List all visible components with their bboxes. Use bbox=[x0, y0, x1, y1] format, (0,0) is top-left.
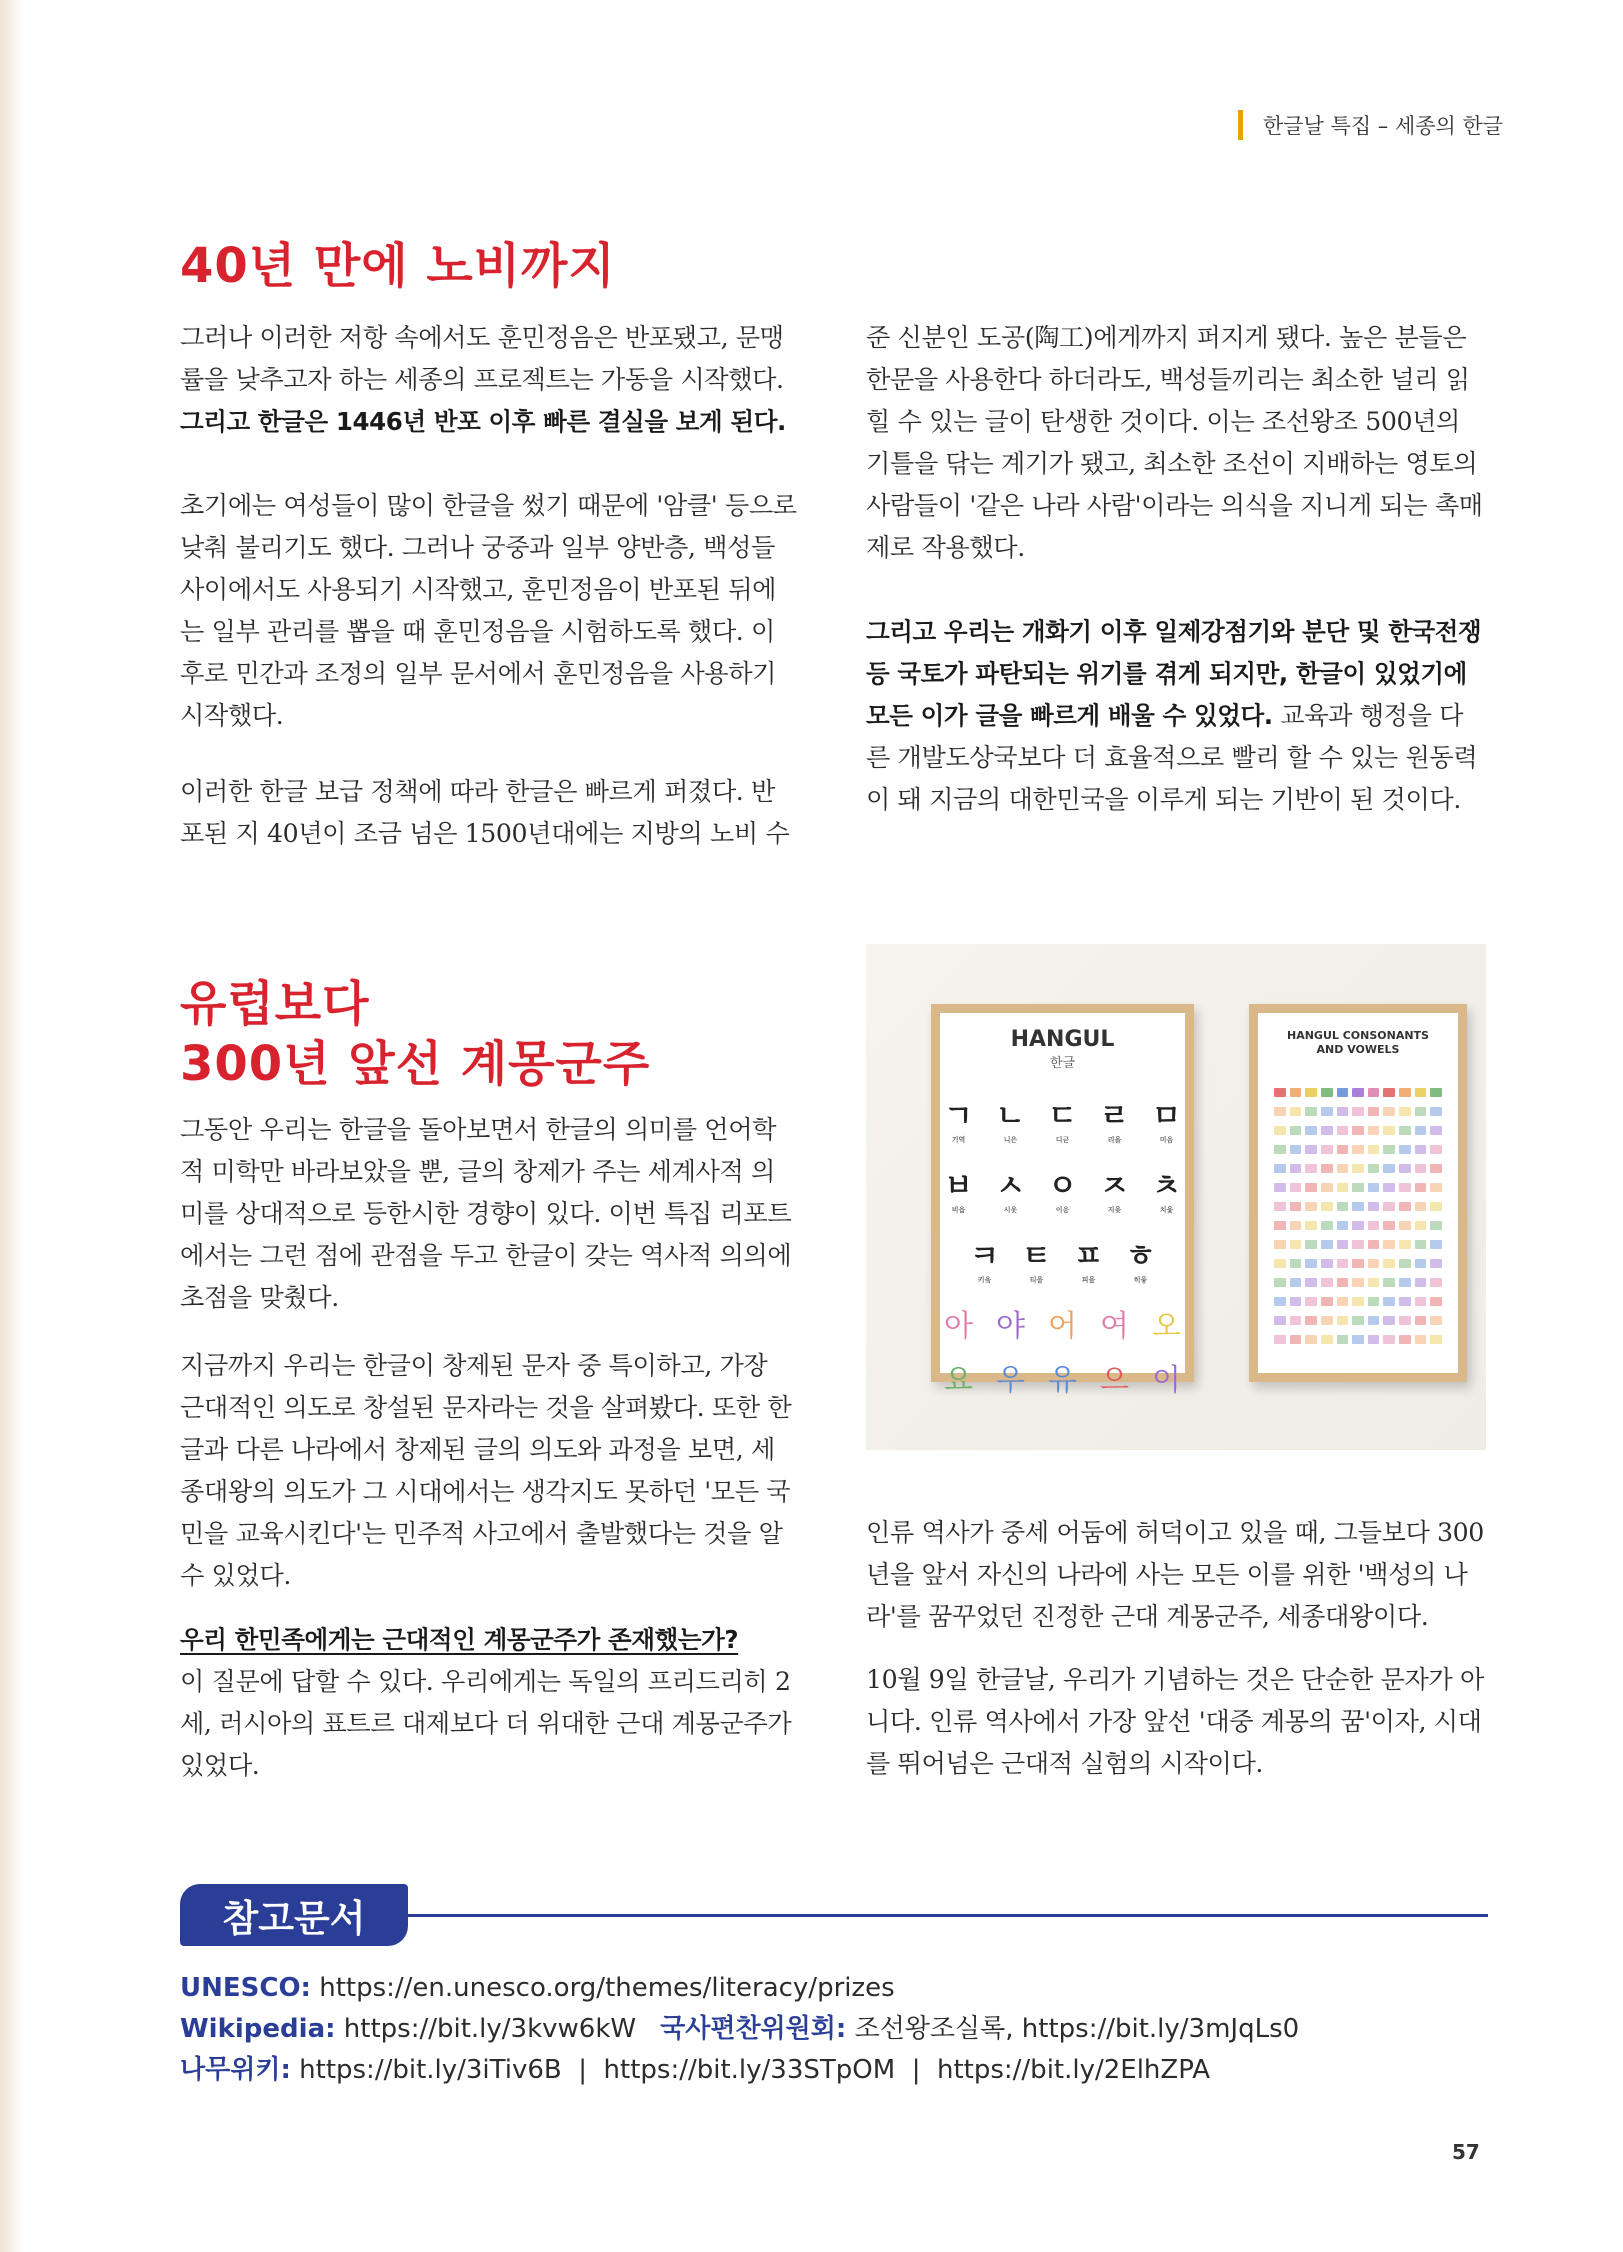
syllable-cell bbox=[1430, 1240, 1442, 1249]
syllable-cell bbox=[1415, 1240, 1427, 1249]
hangul-letter: ㅅ bbox=[996, 1169, 1025, 1204]
syllable-cell bbox=[1383, 1240, 1395, 1249]
syllable-grid-row bbox=[1274, 1297, 1442, 1308]
syllable-cell bbox=[1305, 1259, 1317, 1268]
emphasis-text: 그리고 우리는 개화기 이후 일제강점기와 분단 및 한국전쟁 등 국토가 파탄되는 위기를 겪게 되지만, 한글이 있었기에 모든 이가 글을 빠르게 배울 수 있었다. bbox=[866, 617, 1482, 730]
syllable-cell bbox=[1430, 1259, 1442, 1268]
syllable-cell bbox=[1321, 1316, 1333, 1325]
syllable-cell bbox=[1430, 1335, 1442, 1344]
syllable-cell bbox=[1337, 1088, 1349, 1097]
hangul-vowel: 어 bbox=[1048, 1309, 1077, 1344]
letter-name: 티읕 bbox=[1029, 1276, 1044, 1284]
syllable-cell bbox=[1430, 1278, 1442, 1287]
syllable-cell bbox=[1337, 1335, 1349, 1344]
syllable-cell bbox=[1383, 1107, 1395, 1116]
syllable-cell bbox=[1399, 1088, 1411, 1097]
syllable-cell bbox=[1430, 1316, 1442, 1325]
hangul-letter: ㄴ bbox=[996, 1099, 1025, 1134]
syllable-cell bbox=[1305, 1183, 1317, 1192]
syllable-cell bbox=[1399, 1297, 1411, 1306]
syllable-grid bbox=[1274, 1088, 1442, 1355]
reference-link[interactable]: 조선왕조실록, https://bit.ly/3mJqLs0 bbox=[846, 2014, 1300, 2044]
hangul-letter: ㅁ bbox=[1152, 1099, 1181, 1134]
syllable-cell bbox=[1321, 1278, 1333, 1287]
syllable-cell bbox=[1383, 1145, 1395, 1154]
syllable-cell bbox=[1274, 1164, 1286, 1173]
hangul-vowel: 아 bbox=[944, 1309, 973, 1344]
references-list bbox=[180, 1968, 1299, 2091]
syllable-cell bbox=[1274, 1297, 1286, 1306]
syllable-cell bbox=[1383, 1183, 1395, 1192]
syllable-cell bbox=[1415, 1316, 1427, 1325]
syllable-cell bbox=[1321, 1259, 1333, 1268]
syllable-cell bbox=[1430, 1088, 1442, 1097]
references-heading: 참고문서 bbox=[180, 1884, 408, 1946]
poster-title bbox=[1258, 1029, 1458, 1057]
paragraph: 인류 역사가 중세 어둠에 허덕이고 있을 때, 그들보다 300년을 앞서 자신의 나라에 사는 모든 이를 위한 '백성의 나라'를 꿈꾸었던 진정한 근대 계몽군주, 세종대왕이다. bbox=[866, 1518, 1484, 1631]
syllable-cell bbox=[1321, 1221, 1333, 1230]
letter-name: 피읖 bbox=[1081, 1276, 1096, 1284]
syllable-cell bbox=[1337, 1316, 1349, 1325]
letter-name: 이응 bbox=[1055, 1206, 1070, 1214]
hangul-letter: ㄷ bbox=[1048, 1099, 1077, 1134]
syllable-cell bbox=[1337, 1221, 1349, 1230]
syllable-cell bbox=[1415, 1126, 1427, 1135]
syllable-cell bbox=[1305, 1278, 1317, 1287]
syllable-cell bbox=[1305, 1164, 1317, 1173]
syllable-cell bbox=[1337, 1240, 1349, 1249]
syllable-grid-row bbox=[1274, 1316, 1442, 1327]
letter-name: 시옷 bbox=[1003, 1206, 1018, 1214]
question-text: 우리 한민족에게는 근대적인 계몽군주가 존재했는가? bbox=[180, 1625, 739, 1654]
syllable-cell bbox=[1305, 1088, 1317, 1097]
syllable-cell bbox=[1321, 1164, 1333, 1173]
references-divider bbox=[408, 1914, 1488, 1917]
hangul-letter: ㅌ bbox=[1022, 1239, 1051, 1274]
paragraph: 지금까지 우리는 한글이 창제된 문자 중 특이하고, 가장 근대적인 의도로 창설된 문자라는 것을 살펴봤다. 또한 한글과 다른 나라에서 창제된 글의 의도와 과정을 보면, 세종대왕의 의도가 그 시대에서는 생각지도 못하던 '모든 국민을 교육시킨다'는 민주적 사고에서 출발했다는 것을 알 수 있었다. bbox=[180, 1351, 792, 1590]
syllable-cell bbox=[1305, 1316, 1317, 1325]
syllable-cell bbox=[1337, 1107, 1349, 1116]
hangul-vowel: 유 bbox=[1048, 1363, 1077, 1398]
poster-title-line: AND VOWELS bbox=[1316, 1043, 1400, 1056]
consonant-names-row bbox=[940, 1205, 1185, 1215]
syllable-cell bbox=[1274, 1088, 1286, 1097]
syllable-grid-row bbox=[1274, 1278, 1442, 1289]
letter-name: 니은 bbox=[1003, 1136, 1018, 1144]
syllable-cell bbox=[1352, 1202, 1364, 1211]
syllable-cell bbox=[1290, 1145, 1302, 1154]
hangul-letter: ㄱ bbox=[944, 1099, 973, 1134]
syllable-cell bbox=[1368, 1297, 1380, 1306]
syllable-cell bbox=[1337, 1126, 1349, 1135]
syllable-cell bbox=[1415, 1183, 1427, 1192]
syllable-cell bbox=[1337, 1202, 1349, 1211]
syllable-cell bbox=[1383, 1278, 1395, 1287]
syllable-cell bbox=[1430, 1145, 1442, 1154]
syllable-cell bbox=[1415, 1164, 1427, 1173]
syllable-cell bbox=[1368, 1316, 1380, 1325]
vowel-row bbox=[940, 1301, 1185, 1345]
syllable-cell bbox=[1321, 1240, 1333, 1249]
emphasis-text: 그리고 한글은 1446년 반포 이후 빠른 결실을 보게 된다. bbox=[180, 407, 786, 436]
reference-line bbox=[180, 1968, 1299, 2009]
syllable-cell bbox=[1430, 1221, 1442, 1230]
syllable-cell bbox=[1368, 1183, 1380, 1192]
poster-title-line: HANGUL CONSONANTS bbox=[1287, 1029, 1429, 1042]
syllable-cell bbox=[1399, 1107, 1411, 1116]
paragraph: 그동안 우리는 한글을 돌아보면서 한글의 의미를 언어학적 미학만 바라보았을 뿐, 글의 창제가 주는 세계사적 의미를 상대적으로 등한시한 경향이 있다. 이번 특집 리포트에서는 그런 점에 관점을 두고 한글이 갖는 역사적 의의에 초점을 맞췄다. bbox=[180, 1115, 792, 1312]
consonant-names-row bbox=[940, 1275, 1185, 1285]
syllable-cell bbox=[1352, 1145, 1364, 1154]
syllable-grid-row bbox=[1274, 1259, 1442, 1270]
letter-name: 키읔 bbox=[977, 1276, 992, 1284]
syllable-cell bbox=[1274, 1145, 1286, 1154]
syllable-cell bbox=[1415, 1145, 1427, 1154]
syllable-cell bbox=[1368, 1335, 1380, 1344]
section-title-2 bbox=[180, 974, 650, 1094]
page-number: 57 bbox=[1452, 2140, 1480, 2164]
syllable-cell bbox=[1399, 1126, 1411, 1135]
syllable-cell bbox=[1415, 1297, 1427, 1306]
syllable-cell bbox=[1430, 1183, 1442, 1192]
syllable-cell bbox=[1274, 1335, 1286, 1344]
syllable-cell bbox=[1399, 1202, 1411, 1211]
syllable-cell bbox=[1274, 1240, 1286, 1249]
letter-name: 기역 bbox=[951, 1136, 966, 1144]
syllable-grid-row bbox=[1274, 1145, 1442, 1156]
syllable-grid-row bbox=[1274, 1221, 1442, 1232]
syllable-cell bbox=[1321, 1145, 1333, 1154]
reference-label: Wikipedia: bbox=[180, 2014, 336, 2044]
left-edge-decoration bbox=[0, 0, 22, 2252]
syllable-cell bbox=[1290, 1107, 1302, 1116]
syllable-cell bbox=[1383, 1221, 1395, 1230]
syllable-cell bbox=[1383, 1335, 1395, 1344]
reference-label: UNESCO: bbox=[180, 1973, 311, 2003]
reference-link[interactable]: https://bit.ly/3kvw6kW bbox=[335, 2014, 637, 2044]
syllable-grid-row bbox=[1274, 1183, 1442, 1194]
syllable-cell bbox=[1290, 1164, 1302, 1173]
syllable-cell bbox=[1290, 1259, 1302, 1268]
syllable-cell bbox=[1415, 1202, 1427, 1211]
syllable-cell bbox=[1352, 1316, 1364, 1325]
syllable-cell bbox=[1290, 1202, 1302, 1211]
syllable-cell bbox=[1274, 1278, 1286, 1287]
syllable-cell bbox=[1383, 1126, 1395, 1135]
syllable-grid-row bbox=[1274, 1202, 1442, 1213]
syllable-cell bbox=[1321, 1335, 1333, 1344]
syllable-grid-row bbox=[1274, 1335, 1442, 1346]
syllable-cell bbox=[1321, 1107, 1333, 1116]
syllable-cell bbox=[1399, 1183, 1411, 1192]
syllable-cell bbox=[1368, 1126, 1380, 1135]
letter-name: 치읓 bbox=[1159, 1206, 1174, 1214]
syllable-cell bbox=[1430, 1164, 1442, 1173]
syllable-cell bbox=[1305, 1335, 1317, 1344]
hangul-letter: ㅋ bbox=[970, 1239, 999, 1274]
syllable-cell bbox=[1274, 1202, 1286, 1211]
syllable-cell bbox=[1290, 1335, 1302, 1344]
consonant-row bbox=[940, 1231, 1185, 1275]
syllable-cell bbox=[1383, 1297, 1395, 1306]
hangul-letter: ㅇ bbox=[1048, 1169, 1077, 1204]
hangul-vowel: 여 bbox=[1100, 1309, 1129, 1344]
syllable-grid-row bbox=[1274, 1240, 1442, 1251]
reference-label: 국사편찬위원회: bbox=[660, 2014, 847, 2044]
hangul-vowel: 오 bbox=[1152, 1309, 1181, 1344]
syllable-cell bbox=[1337, 1297, 1349, 1306]
syllable-cell bbox=[1383, 1259, 1395, 1268]
syllable-cell bbox=[1368, 1221, 1380, 1230]
syllable-cell bbox=[1368, 1145, 1380, 1154]
reference-line bbox=[180, 2050, 1299, 2091]
syllable-cell bbox=[1274, 1221, 1286, 1230]
syllable-cell bbox=[1399, 1316, 1411, 1325]
syllable-cell bbox=[1415, 1259, 1427, 1268]
section-title-line: 300년 앞선 계몽군주 bbox=[180, 1036, 651, 1092]
hangul-letter: ㄹ bbox=[1100, 1099, 1129, 1134]
letter-name: 지읒 bbox=[1107, 1206, 1122, 1214]
hangul-vowel: 우 bbox=[996, 1363, 1025, 1398]
letter-name: 리을 bbox=[1107, 1136, 1122, 1144]
syllable-cell bbox=[1337, 1164, 1349, 1173]
hangul-letter: ㅈ bbox=[1100, 1169, 1129, 1204]
poster-title: HANGUL bbox=[1010, 1027, 1115, 1052]
hangul-letter: ㅎ bbox=[1126, 1239, 1155, 1274]
poster-subtitle: 한글 bbox=[1049, 1056, 1076, 1071]
letter-name: 히읗 bbox=[1133, 1276, 1148, 1284]
syllable-cell bbox=[1321, 1297, 1333, 1306]
syllable-cell bbox=[1383, 1164, 1395, 1173]
syllable-cell bbox=[1352, 1126, 1364, 1135]
hangul-vowel: 으 bbox=[1100, 1363, 1129, 1398]
syllable-cell bbox=[1321, 1088, 1333, 1097]
syllable-cell bbox=[1415, 1335, 1427, 1344]
syllable-grid-row bbox=[1274, 1088, 1442, 1099]
syllable-cell bbox=[1321, 1183, 1333, 1192]
syllable-cell bbox=[1290, 1221, 1302, 1230]
hangul-vowel: 야 bbox=[996, 1309, 1025, 1344]
syllable-cell bbox=[1399, 1240, 1411, 1249]
syllable-cell bbox=[1352, 1240, 1364, 1249]
paragraph bbox=[180, 1619, 798, 1787]
paragraph bbox=[866, 611, 1486, 821]
syllable-cell bbox=[1368, 1240, 1380, 1249]
syllable-cell bbox=[1274, 1316, 1286, 1325]
section-title-1: 40년 만에 노비까지 bbox=[180, 238, 616, 294]
syllable-cell bbox=[1337, 1278, 1349, 1287]
syllable-cell bbox=[1352, 1297, 1364, 1306]
syllable-cell bbox=[1368, 1278, 1380, 1287]
syllable-grid-row bbox=[1274, 1126, 1442, 1137]
paragraph: 10월 9일 한글날, 우리가 기념하는 것은 단순한 문자가 아니다. 인류 역사에서 가장 앞선 '대중 계몽의 꿈'이자, 시대를 뛰어넘은 근대적 실험의 시작이다. bbox=[866, 1665, 1484, 1778]
syllable-cell bbox=[1274, 1107, 1286, 1116]
syllable-cell bbox=[1305, 1240, 1317, 1249]
syllable-cell bbox=[1274, 1126, 1286, 1135]
section-title-line: 유럽보다 bbox=[180, 976, 370, 1032]
paragraph: 준 신분인 도공(陶工)에게까지 퍼지게 됐다. 높은 분들은 한문을 사용한다 하더라도, 백성들끼리는 최소한 널리 읽힐 수 있는 글이 탄생한 것이다. 이는 조선왕조 500년의 기틀을 닦는 계기가 됐고, 최소한 조선이 지배하는 영토의 사람들이 '같은 나라 사람'이라는 의식을 지니게 되는 촉매제로 작용했다. bbox=[866, 323, 1483, 562]
syllable-cell bbox=[1399, 1221, 1411, 1230]
hangul-letter: ㅊ bbox=[1152, 1169, 1181, 1204]
syllable-cell bbox=[1274, 1183, 1286, 1192]
syllable-cell bbox=[1352, 1278, 1364, 1287]
consonant-row bbox=[940, 1091, 1185, 1135]
consonant-row bbox=[940, 1161, 1185, 1205]
syllable-cell bbox=[1399, 1164, 1411, 1173]
syllable-cell bbox=[1368, 1202, 1380, 1211]
paragraph-text: 그러나 이러한 저항 속에서도 훈민정음은 반포됐고, 문맹률을 낮추고자 하는 세종의 프로젝트는 가동을 시작했다. bbox=[180, 323, 784, 394]
syllable-cell bbox=[1290, 1126, 1302, 1135]
syllable-cell bbox=[1290, 1278, 1302, 1287]
syllable-cell bbox=[1290, 1240, 1302, 1249]
syllable-cell bbox=[1352, 1107, 1364, 1116]
paragraph-text: 이 질문에 답할 수 있다. 우리에게는 독일의 프리드리히 2세, 러시아의 표트르 대제보다 더 위대한 근대 계몽군주가 있었다. bbox=[180, 1667, 792, 1780]
poster-frame-hangul bbox=[931, 1004, 1194, 1398]
paragraph-text: 교육과 행정을 다른 개발도상국보다 더 효율적으로 빨리 할 수 있는 원동력이 돼 지금의 대한민국을 이루게 되는 기반이 된 것이다. bbox=[866, 701, 1478, 814]
syllable-grid-row bbox=[1274, 1107, 1442, 1118]
header-accent-bar bbox=[1238, 110, 1243, 140]
syllable-cell bbox=[1383, 1316, 1395, 1325]
reference-line bbox=[180, 2009, 1299, 2050]
hangul-vowel: 이 bbox=[1152, 1363, 1181, 1398]
syllable-cell bbox=[1383, 1088, 1395, 1097]
syllable-cell bbox=[1337, 1183, 1349, 1192]
consonant-names-row bbox=[940, 1135, 1185, 1145]
syllable-cell bbox=[1352, 1088, 1364, 1097]
syllable-cell bbox=[1415, 1278, 1427, 1287]
syllable-cell bbox=[1290, 1183, 1302, 1192]
consonant-vowel-chart bbox=[940, 1091, 1185, 1399]
syllable-cell bbox=[1383, 1202, 1395, 1211]
syllable-cell bbox=[1352, 1164, 1364, 1173]
syllable-cell bbox=[1305, 1145, 1317, 1154]
syllable-cell bbox=[1415, 1107, 1427, 1116]
syllable-cell bbox=[1305, 1297, 1317, 1306]
syllable-cell bbox=[1430, 1126, 1442, 1135]
syllable-cell bbox=[1430, 1107, 1442, 1116]
syllable-cell bbox=[1274, 1259, 1286, 1268]
paragraph: 이러한 한글 보급 정책에 따라 한글은 빠르게 퍼졌다. 반포된 지 40년이 조금 넘은 1500년대에는 지방의 노비 수 bbox=[180, 777, 790, 848]
syllable-cell bbox=[1368, 1164, 1380, 1173]
syllable-cell bbox=[1305, 1221, 1317, 1230]
syllable-cell bbox=[1305, 1202, 1317, 1211]
syllable-cell bbox=[1430, 1297, 1442, 1306]
letter-name: 미음 bbox=[1159, 1136, 1174, 1144]
syllable-cell bbox=[1352, 1335, 1364, 1344]
syllable-cell bbox=[1399, 1259, 1411, 1268]
hangul-letter: ㅍ bbox=[1074, 1239, 1103, 1274]
syllable-cell bbox=[1399, 1145, 1411, 1154]
syllable-cell bbox=[1290, 1297, 1302, 1306]
syllable-cell bbox=[1399, 1335, 1411, 1344]
syllable-cell bbox=[1305, 1107, 1317, 1116]
syllable-cell bbox=[1337, 1145, 1349, 1154]
syllable-cell bbox=[1399, 1278, 1411, 1287]
syllable-cell bbox=[1290, 1316, 1302, 1325]
syllable-cell bbox=[1430, 1202, 1442, 1211]
syllable-cell bbox=[1368, 1259, 1380, 1268]
paragraph: 초기에는 여성들이 많이 한글을 썼기 때문에 '암클' 등으로 낮춰 불리기도 했다. 그러나 궁중과 일부 양반층, 백성들 사이에서도 사용되기 시작했고, 훈민정음이 반포된 뒤에는 일부 관리를 뽑을 때 훈민정음을 시험하도록 했다. 이후로 민간과 조정의 일부 문서에서 훈민정음을 사용하기 시작했다. bbox=[180, 491, 797, 730]
syllable-cell bbox=[1415, 1088, 1427, 1097]
syllable-cell bbox=[1321, 1202, 1333, 1211]
hangul-vowel: 요 bbox=[944, 1363, 973, 1398]
syllable-cell bbox=[1415, 1221, 1427, 1230]
paragraph bbox=[180, 317, 798, 443]
poster-frame-consonants-vowels bbox=[1249, 1004, 1467, 1382]
vowel-row bbox=[940, 1355, 1185, 1399]
syllable-cell bbox=[1352, 1221, 1364, 1230]
letter-name: 디귿 bbox=[1055, 1136, 1070, 1144]
syllable-cell bbox=[1368, 1088, 1380, 1097]
reference-link[interactable]: https://bit.ly/3iTiv6B | https://bit.ly/33STpOM | https://bit.ly/2ElhZPA bbox=[290, 2055, 1211, 2085]
syllable-cell bbox=[1368, 1107, 1380, 1116]
syllable-cell bbox=[1290, 1088, 1302, 1097]
syllable-cell bbox=[1305, 1126, 1317, 1135]
syllable-cell bbox=[1337, 1259, 1349, 1268]
syllable-cell bbox=[1352, 1259, 1364, 1268]
letter-name: 비읍 bbox=[951, 1206, 966, 1214]
hangul-letter: ㅂ bbox=[944, 1169, 973, 1204]
hangul-posters-photo bbox=[866, 944, 1486, 1450]
header-text: 한글날 특집 – 세종의 한글 bbox=[1263, 114, 1504, 138]
running-header bbox=[1238, 108, 1503, 142]
reference-label: 나무위키: bbox=[180, 2055, 291, 2085]
reference-link[interactable]: https://en.unesco.org/themes/literacy/prizes bbox=[310, 1973, 895, 2003]
syllable-cell bbox=[1321, 1126, 1333, 1135]
syllable-cell bbox=[1352, 1183, 1364, 1192]
syllable-grid-row bbox=[1274, 1164, 1442, 1175]
